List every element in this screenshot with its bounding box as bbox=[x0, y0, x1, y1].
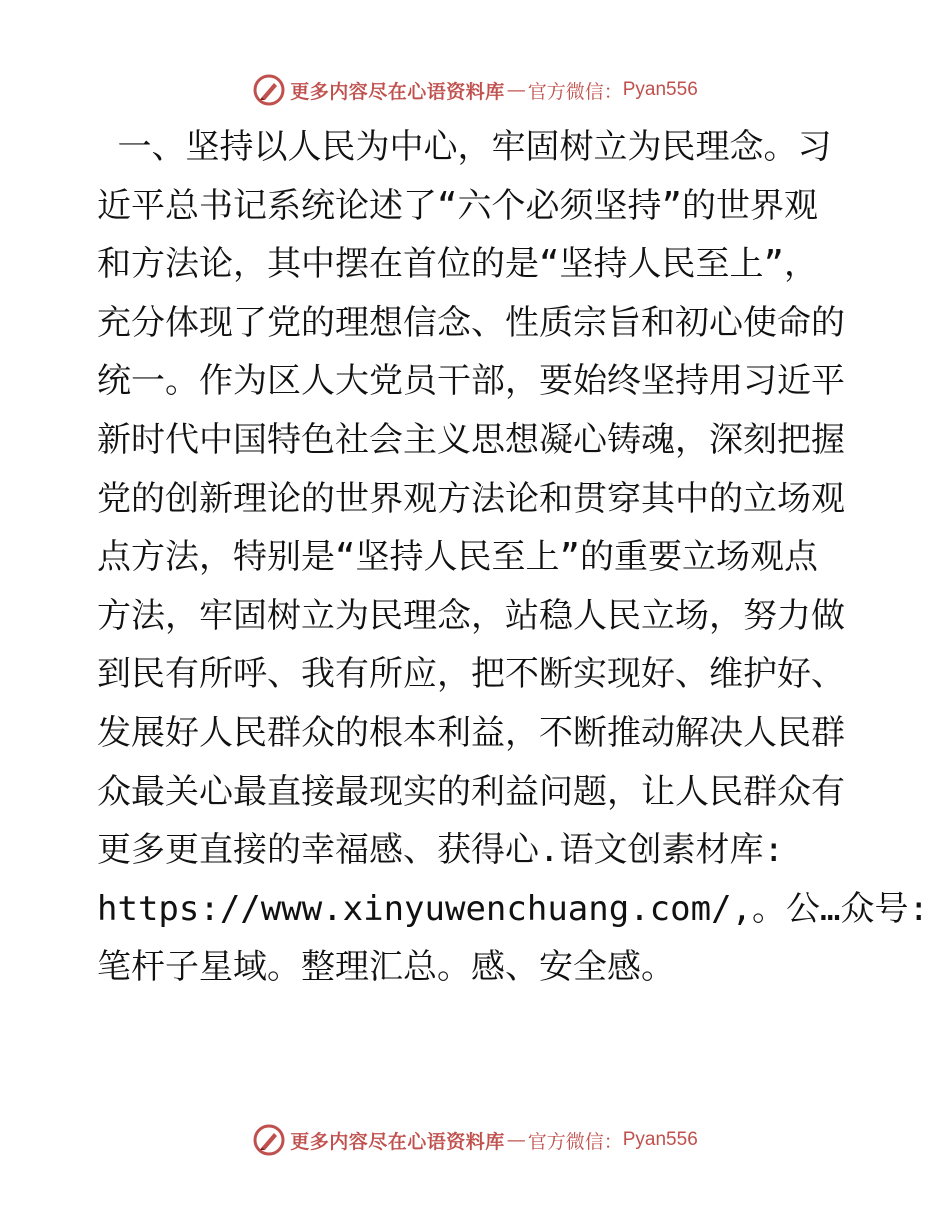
body-line: 近平总书记系统论述了“六个必须坚持”的世界观 bbox=[97, 185, 818, 226]
footer-wechat-label: 官方微信： bbox=[527, 1130, 623, 1153]
body-line: 更多更直接的幸福感、获得心.语文创素材库: bbox=[97, 830, 784, 871]
pen-logo-icon bbox=[252, 1123, 286, 1157]
header-wechat-label: 官方微信： bbox=[527, 80, 623, 103]
header-dash: — bbox=[506, 79, 526, 101]
body-line: 发展好人民群众的根本利益，不断推动解决人民群 bbox=[97, 712, 845, 753]
body-line: 一、坚持以人民为中心，牢固树立为民理念。习 bbox=[97, 127, 832, 167]
body-line: 笔杆子星域。整理汇总。感、安全感。 bbox=[97, 947, 675, 988]
footer-dash: — bbox=[506, 1129, 526, 1151]
body-line: 和方法论，其中摆在首位的是“坚持人民至上”， bbox=[97, 244, 818, 285]
body-line: 新时代中国特色社会主义思想凝心铸魂，深刻把握 bbox=[97, 419, 845, 460]
pen-logo-icon bbox=[252, 73, 286, 107]
body-line: 充分体现了党的理想信念、性质宗旨和初心使命的 bbox=[97, 302, 845, 343]
footer-wechat-id: Pyan556 bbox=[622, 1129, 698, 1150]
body-line: 点方法，特别是“坚持人民至上”的重要立场观点 bbox=[97, 537, 818, 578]
footer-slogan: 更多内容尽在心语资料库 bbox=[290, 1130, 505, 1153]
body-line-url: https://www.xinyuwenchuang.com/,。公…众号: bbox=[97, 888, 929, 929]
header-wechat-id: Pyan556 bbox=[622, 79, 698, 100]
body-line: 党的创新理论的世界观方法论和贯穿其中的立场观 bbox=[97, 478, 845, 519]
body-line: 统一。作为区人大党员干部，要始终坚持用习近平 bbox=[97, 361, 845, 402]
body-line: 众最关心最直接最现实的利益问题，让人民群众有 bbox=[97, 771, 845, 812]
footer-banner bbox=[0, 1120, 950, 1160]
body-line: 到民有所呼、我有所应，把不断实现好、维护好、 bbox=[97, 654, 845, 695]
body-line: 方法，牢固树立为民理念，站稳人民立场，努力做 bbox=[97, 595, 845, 636]
document-body bbox=[97, 118, 929, 997]
header-banner bbox=[0, 70, 950, 110]
header-slogan: 更多内容尽在心语资料库 bbox=[290, 80, 505, 103]
